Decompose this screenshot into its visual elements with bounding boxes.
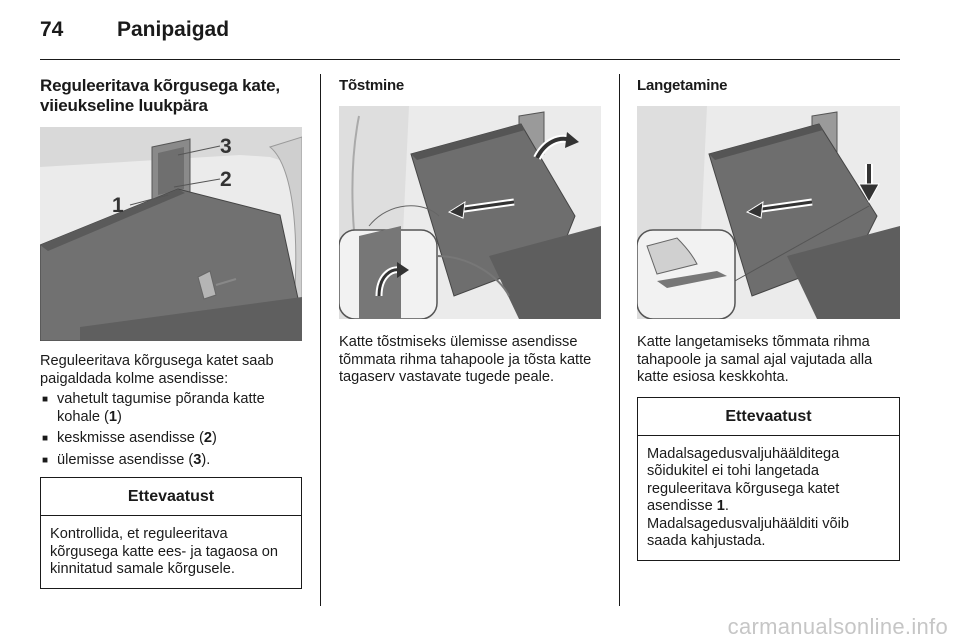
- lifting-text: Katte tõstmiseks ülemisse asendisse tõmmata rihma tahapoole ja tõsta katte tagaserv vastavate tugede peale.: [339, 334, 592, 385]
- caution-box: [637, 397, 900, 561]
- lowering-title: Langetamine: [637, 77, 728, 94]
- column-1: [40, 76, 302, 589]
- list-item: ■ ülemisse asendisse (3).: [40, 452, 302, 470]
- lifting-title: Tõstmine: [339, 77, 405, 94]
- chapter-title: Panipaigad: [117, 18, 230, 41]
- caution-text: Kontrollida, et reguleeritava kõrgusega katte ees- ja tagaosa on kinnitatud samale kõrgusele.: [50, 526, 278, 577]
- section-title: Reguleeritava kõrgusega kate, viieukseline luukpära: [40, 76, 280, 115]
- column-divider-2: [619, 74, 620, 606]
- list-item: ■ vahetult tagumise põranda katte kohale (1): [40, 391, 302, 426]
- figure-lowering: [637, 106, 900, 319]
- figure-lifting: [339, 106, 601, 319]
- callout-1: 1: [112, 194, 124, 217]
- caution-box: [40, 477, 302, 589]
- caution-title: Ettevaatust: [638, 398, 899, 436]
- watermark: carmanualsonline.info: [727, 614, 948, 639]
- position-list: [40, 391, 302, 469]
- callout-3: 3: [220, 135, 232, 158]
- list-item: ■ keskmisse asendisse (2): [40, 430, 302, 448]
- header-rule: [40, 59, 900, 60]
- page-number: 74: [40, 18, 64, 41]
- figure-cover-positions: [40, 127, 302, 341]
- caution-title: Ettevaatust: [41, 478, 301, 516]
- column-3: [637, 76, 900, 561]
- intro-text: Reguleeritava kõrgusega katet saab paigaldada kolme asendisse:: [40, 353, 274, 387]
- caution-text: Madalsagedusvaljuhäälditega sõidukitel ei tohi langetada reguleeritava kõrgusega katet asendisse 1. Madalsagedusvaljuhäälditi võib saada kahjustada.: [647, 445, 850, 549]
- callout-2: 2: [220, 168, 232, 191]
- lowering-text: Katte langetamiseks tõmmata rihma tahapoole ja samal ajal vajutada alla katte esiosa keskkohta.: [637, 334, 873, 385]
- column-divider-1: [320, 74, 321, 606]
- column-2: [339, 76, 601, 387]
